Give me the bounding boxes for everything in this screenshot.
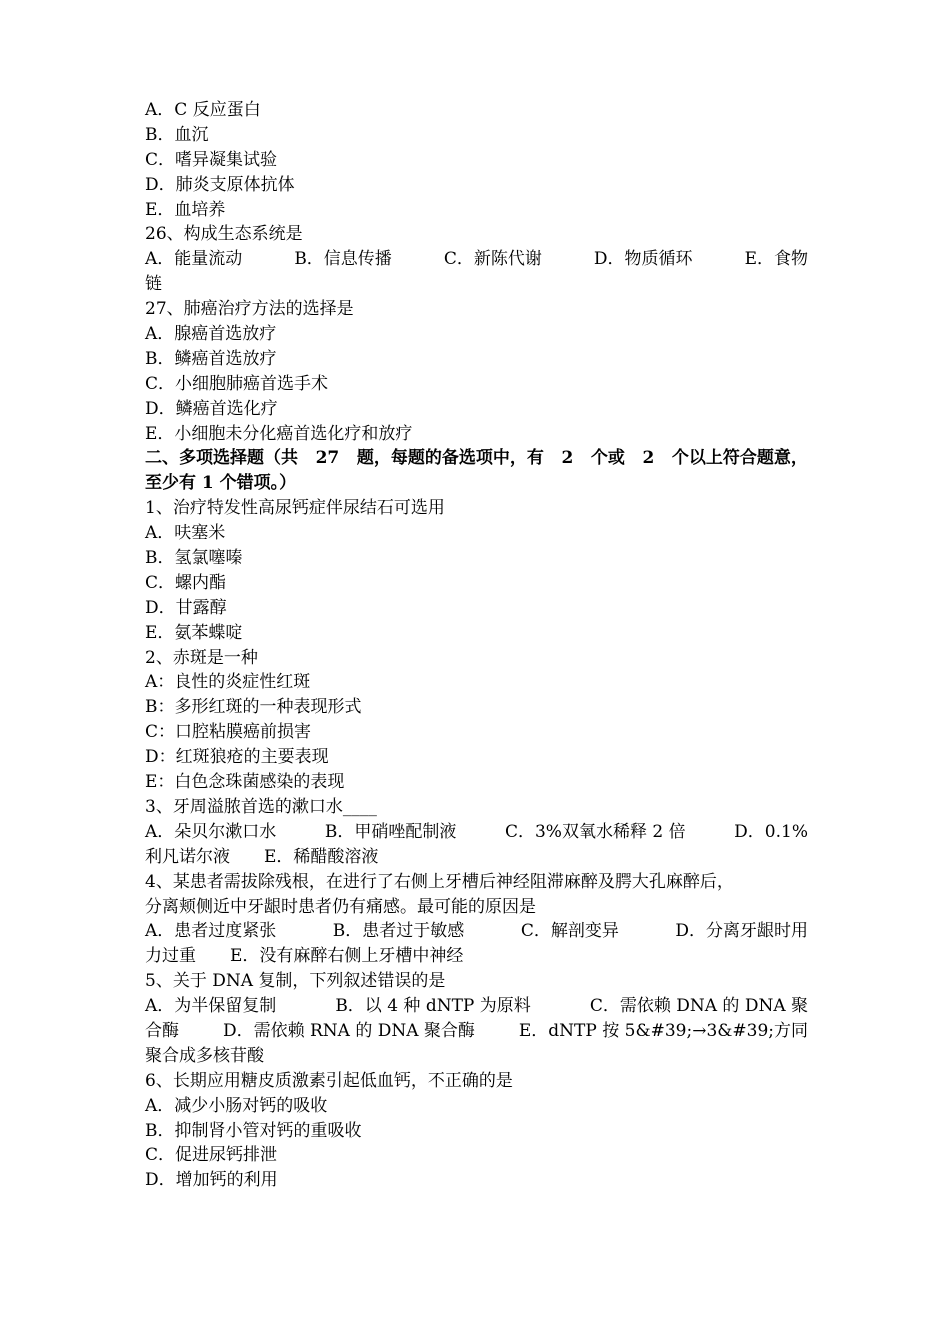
- m4-option-a: A．患者过度紧张: [145, 921, 277, 942]
- q25-option-c: C．嗜异凝集试验: [145, 149, 278, 170]
- q26-stem: 26、构成生态系统是: [145, 224, 303, 245]
- section2-heading-part: 二、多项选择题（共: [145, 448, 298, 469]
- q26-option-a: A．能量流动: [145, 249, 243, 270]
- m6-stem: 6、长期应用糖皮质激素引起低血钙，不正确的是: [145, 1070, 513, 1091]
- m6-option-a: A．减少小肠对钙的吸收: [145, 1095, 328, 1116]
- section2-heading-part: 个以上符合题意，: [671, 448, 808, 469]
- m5-option-a: A．为半保留复制: [145, 996, 277, 1017]
- m5-option-c-cont: 合酶: [145, 1020, 179, 1041]
- q27-option-b: B．鳞癌首选放疗: [145, 348, 277, 369]
- m2-option-b: B：多形红斑的一种表现形式: [145, 697, 362, 718]
- m2-option-e: E：白色念珠菌感染的表现: [145, 772, 345, 793]
- m3-options-row-2: 利凡诺尔液 E．稀醋酸溶液: [145, 846, 379, 867]
- m3-option-c: C．3%双氧水稀释 2 倍: [504, 821, 686, 842]
- q27-option-c: C．小细胞肺癌首选手术: [145, 373, 329, 394]
- m5-options-row-2: [145, 1019, 808, 1044]
- m5-option-b: B．以 4 种 dNTP 为原料: [335, 996, 531, 1017]
- q26-option-e: E．食物: [744, 249, 808, 270]
- m1-option-e: E．氨苯蝶啶: [145, 622, 243, 643]
- m3-option-d: D．0.1%: [734, 821, 808, 842]
- q26-option-c: C．新陈代谢: [443, 249, 542, 270]
- section2-heading-part: 2: [561, 448, 574, 469]
- q27-option-e: E．小细胞未分化癌首选化疗和放疗: [145, 423, 413, 444]
- m4-options-row: [145, 919, 808, 944]
- m5-option-e: E．dNTP 按 5&#39;→3&#39;方同: [518, 1020, 808, 1041]
- m2-option-a: A：良性的炎症性红斑: [145, 672, 311, 693]
- m2-option-d: D：红斑狼疮的主要表现: [145, 747, 329, 768]
- q26-option-b: B．信息传播: [294, 249, 392, 270]
- m4-options-row-2: 力过重 E．没有麻醉右侧上牙槽中神经: [145, 946, 464, 967]
- m4-option-b: B．患者过于敏感: [332, 921, 465, 942]
- q25-option-e: E．血培养: [145, 199, 226, 220]
- m4-option-d: D．分离牙龈时用: [675, 921, 808, 942]
- m5-option-c: C．需依赖 DNA 的 DNA 聚: [589, 996, 808, 1017]
- m1-option-a: A．呋塞米: [145, 523, 226, 544]
- m3-option-b: B．甲硝唑配制液: [324, 821, 457, 842]
- q27-option-d: D．鳞癌首选化疗: [145, 398, 278, 419]
- m5-option-d: D．需依赖 RNA 的 DNA 聚合酶: [222, 1020, 475, 1041]
- m5-options-row-3: 聚合成多核苷酸: [145, 1045, 264, 1066]
- m4-option-c: C．解剖变异: [520, 921, 619, 942]
- q25-option-d: D．肺炎支原体抗体: [145, 174, 295, 195]
- section2-heading-part: 题，每题的备选项中，有: [356, 448, 544, 469]
- q26-option-continuation: 链: [145, 274, 162, 295]
- q27-stem: 27、肺癌治疗方法的选择是: [145, 299, 354, 320]
- m6-option-d: D．增加钙的利用: [145, 1170, 278, 1191]
- q27-option-a: A．腺癌首选放疗: [145, 324, 277, 345]
- q25-option-b: B．血沉: [145, 124, 209, 145]
- m3-options-row: [145, 820, 808, 845]
- m5-options-row: [145, 994, 808, 1019]
- section2-heading-line2: 至少有 1 个错项。）: [145, 473, 297, 494]
- section2-heading-part: 2: [642, 448, 655, 469]
- section2-heading-part: 个或: [590, 448, 625, 469]
- m2-option-c: C：口腔粘膜癌前损害: [145, 722, 312, 743]
- m1-option-d: D．甘露醇: [145, 597, 227, 618]
- q26-option-d: D．物质循环: [593, 249, 693, 270]
- q26-options-row: [145, 247, 808, 272]
- q25-option-a: A．C 反应蛋白: [145, 100, 261, 120]
- m4-stem-continuation: 分离颊侧近中牙龈时患者仍有痛感。最可能的原因是: [145, 896, 536, 917]
- section2-heading-part: 27: [315, 448, 340, 469]
- m6-option-c: C．促进尿钙排泄: [145, 1145, 278, 1166]
- m3-option-a: A．朵贝尔漱口水: [145, 821, 277, 842]
- m1-option-b: B．氢氯噻嗪: [145, 548, 243, 569]
- m3-stem: 3、牙周溢脓首选的漱口水____: [145, 796, 377, 817]
- document-body: [145, 98, 808, 1193]
- m6-option-b: B．抑制肾小管对钙的重吸收: [145, 1120, 362, 1141]
- m2-stem: 2、赤斑是一种: [145, 647, 258, 668]
- m1-option-c: C．螺内酯: [145, 572, 227, 593]
- m5-stem: 5、关于 DNA 复制，下列叙述错误的是: [145, 971, 446, 992]
- section2-heading: [145, 446, 808, 471]
- m1-stem: 1、治疗特发性高尿钙症伴尿结石可选用: [145, 498, 445, 519]
- m4-stem: 4、某患者需拔除残根，在进行了右侧上牙槽后神经阻滞麻醉及腭大孔麻醉后，: [145, 871, 734, 892]
